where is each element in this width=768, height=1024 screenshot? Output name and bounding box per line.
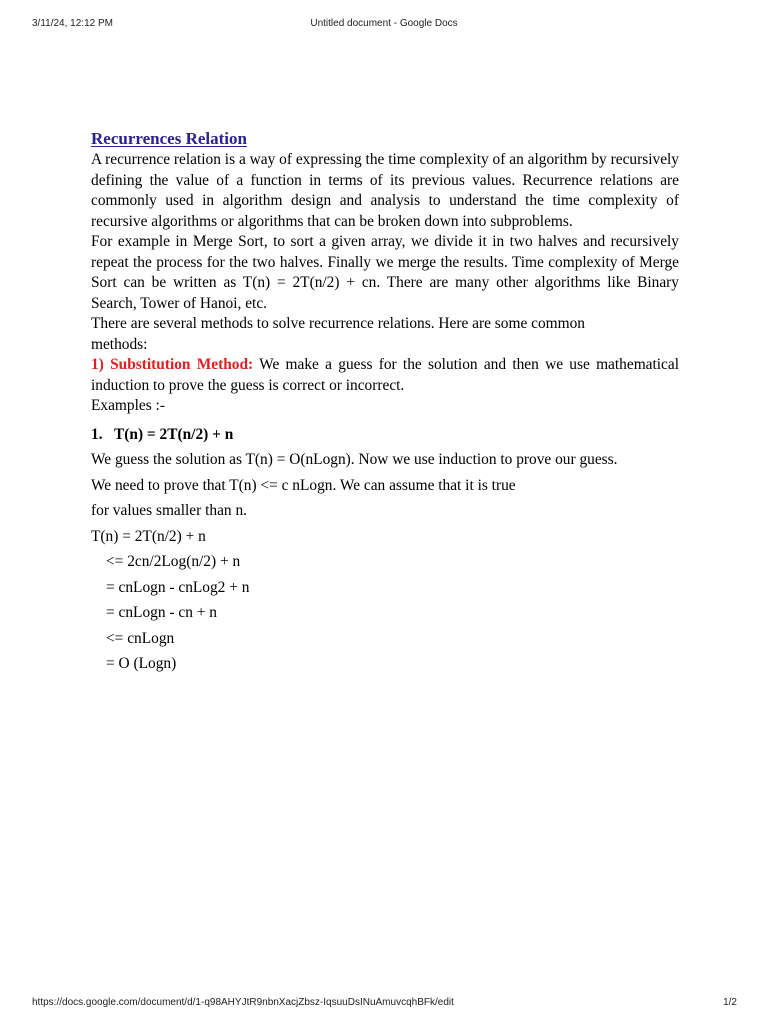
substitution-method-paragraph bbox=[91, 355, 679, 396]
math-line: T(n) = 2T(n/2) + n bbox=[91, 527, 206, 545]
print-header bbox=[0, 18, 768, 32]
document-body bbox=[91, 127, 679, 675]
merge-sort-paragraph: For example in Merge Sort, to sort a given array, we divide it in two halves and recursively repeat the process for the two halves. Finally we merge the results. Time complexity of Merge Sort can be written as T(n) = 2T(n/2) + cn. There are many other algorithms like Binary Search, Tower of Hanoi, etc. bbox=[91, 233, 679, 312]
math-line: = O (Logn) bbox=[106, 655, 177, 672]
methods-intro-line: There are several methods to solve recurrence relations. Here are some common bbox=[91, 315, 585, 332]
example-heading bbox=[91, 425, 679, 446]
prove-line: We need to prove that T(n) <= c nLogn. We can assume that it is true bbox=[91, 476, 516, 494]
math-line: <= cnLogn bbox=[106, 629, 175, 647]
intro-paragraph: A recurrence relation is a way of expressing the time complexity of an algorithm by recursively defining the value of a function in terms of its previous values. Recurrence relations are commonly used in algorithm design and analysis to understand the time complexity of recursive algorithms or algorithms that can be broken down into subproblems. bbox=[91, 151, 679, 230]
document-heading: Recurrences Relation bbox=[91, 129, 247, 148]
math-line: = cnLogn - cnLog2 + n bbox=[106, 578, 250, 596]
examples-label: Examples :- bbox=[91, 397, 165, 414]
example-equation: T(n) = 2T(n/2) + n bbox=[114, 425, 234, 443]
guess-line: We guess the solution as T(n) = O(nLogn). Now we use induction to prove our guess. bbox=[91, 451, 618, 468]
print-datetime: 3/11/24, 12:12 PM bbox=[32, 18, 113, 29]
values-line: for values smaller than n. bbox=[91, 502, 247, 519]
substitution-method-label: 1) Substitution Method: bbox=[91, 356, 254, 373]
math-line: <= 2cn/2Log(n/2) + n bbox=[106, 553, 241, 570]
print-doc-title: Untitled document - Google Docs bbox=[310, 18, 458, 29]
math-line: = cnLogn - cn + n bbox=[106, 604, 217, 621]
methods-intro-line-2: methods: bbox=[91, 335, 148, 353]
document-url: https://docs.google.com/document/d/1-q98AHYJtR9nbnXacjZbsz-IqsuuDsINuAmuvcqhBFk/edit bbox=[32, 997, 454, 1008]
page-number: 1/2 bbox=[723, 997, 737, 1008]
example-number: 1. bbox=[91, 425, 103, 443]
print-footer bbox=[0, 997, 768, 1011]
substitution-method-text: We make a guess for the solution and then we use mathematical induction to prove the guess is correct or incorrect. bbox=[91, 356, 679, 394]
